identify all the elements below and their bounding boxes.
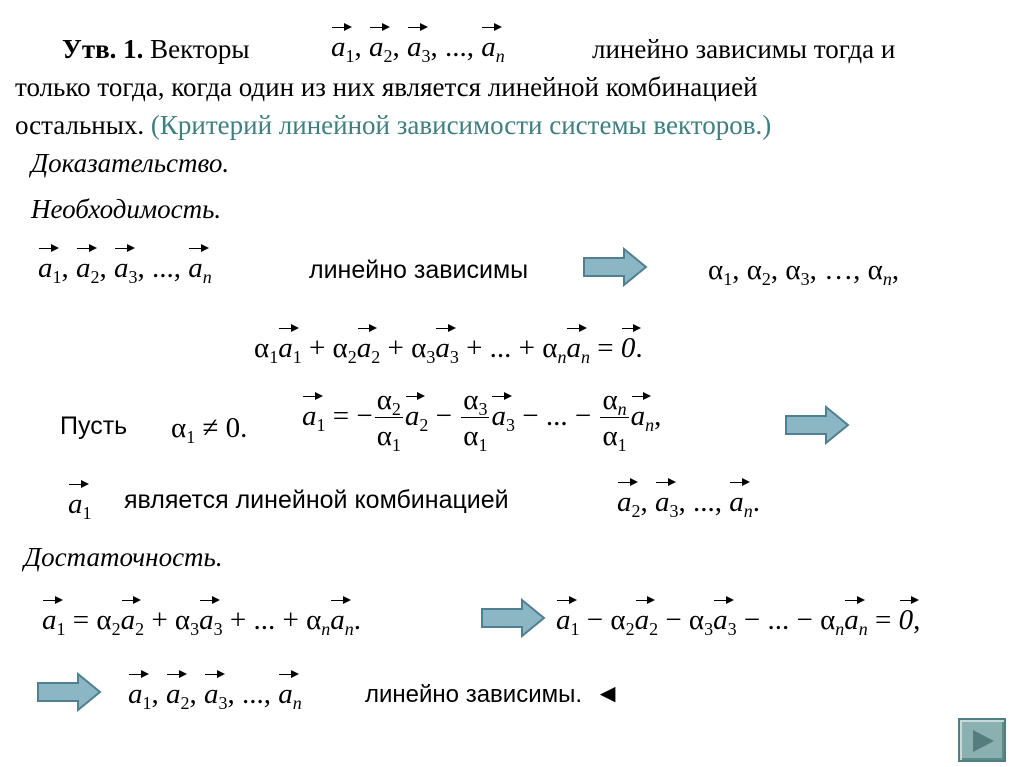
coefficients-list: $\alpha_1$, $\alpha_2$, $\alpha_3$, …, $\alpha_n$, bbox=[708, 254, 900, 289]
dependent-label-1: линейно зависимы bbox=[309, 256, 529, 284]
necessity-heading: Необходимость. bbox=[31, 194, 222, 224]
statement-intro: Векторы bbox=[143, 34, 250, 64]
is-combination-label: является линейной комбинацией bbox=[124, 486, 509, 514]
proof-heading: Доказательство. bbox=[31, 148, 230, 178]
alpha1-nonzero: $\alpha_1 \ne 0$. bbox=[171, 412, 248, 447]
statement-line-1 bbox=[62, 36, 250, 63]
criterion-note: (Критерий линейной зависимости системы векторов.) bbox=[150, 110, 772, 140]
implies-arrow-icon bbox=[784, 405, 850, 445]
vector-list-statement: $a_1$, $a_2$, $a_3$, ..., $a_n$ bbox=[331, 31, 505, 66]
vector-list-conclusion: $a_1$, $a_2$, $a_3$, ..., $a_n$ bbox=[128, 678, 302, 713]
sufficiency-equation: $a_1 = \alpha_2a_2 + \alpha_3a_3$ + ... + $\alpha_na_n$. bbox=[42, 604, 362, 639]
statement-line-3-start: остальных. bbox=[15, 110, 151, 140]
next-slide-triangle-icon bbox=[970, 728, 996, 754]
statement-line-1-tail: линейно зависимы тогда и bbox=[592, 34, 896, 64]
vector-a1: $a_1$ bbox=[68, 488, 92, 523]
let-label: Пусть bbox=[60, 412, 128, 440]
statement-line-3 bbox=[15, 112, 771, 139]
statement-line-2: только тогда, когда один из них является линейной комбинацией bbox=[15, 72, 758, 102]
linear-combination-equation: $\alpha_1a_1 + \alpha_2a_2 + \alpha_3a_3$ + ... + $\alpha_na_n = 0$. bbox=[254, 332, 643, 367]
end-of-proof-marker: ◄ bbox=[594, 678, 621, 708]
implies-arrow-icon bbox=[480, 598, 546, 638]
implies-arrow-icon bbox=[582, 247, 648, 287]
vector-list-necessity: $a_1$, $a_2$, $a_3$, ..., $a_n$ bbox=[38, 252, 212, 287]
implies-arrow-icon bbox=[36, 672, 102, 712]
statement-label: Утв. 1. bbox=[62, 34, 144, 64]
sufficiency-heading: Достаточность. bbox=[24, 542, 223, 572]
conclusion-text bbox=[365, 680, 620, 707]
dependent-label-2: линейно зависимы. bbox=[365, 681, 583, 708]
next-slide-button[interactable] bbox=[958, 718, 1006, 762]
a1-expression: $a_1$ = − $\frac{\alpha_2}{\alpha_1}$ $a_2$ − $\frac{\alpha_3}{\alpha_1}$ $a_3$ − ... − $\frac{\alpha_n}{\alpha_1}$ $a_n$, bbox=[302, 384, 662, 455]
vector-list-rest: $a_2$, $a_3$, ..., $a_n$. bbox=[617, 486, 760, 521]
zero-combination-equation: $a_1 - \alpha_2a_2 - \alpha_3a_3$ − ... − $\alpha_na_n = 0$, bbox=[556, 604, 921, 639]
